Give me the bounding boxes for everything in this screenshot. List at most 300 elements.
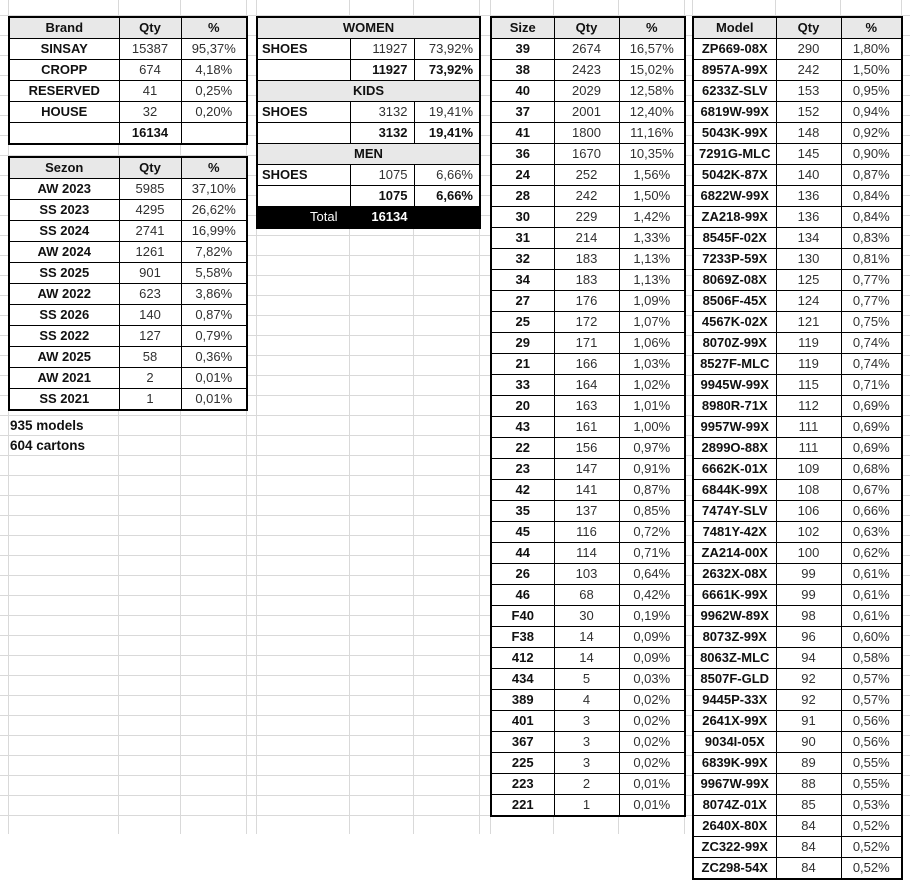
table-cell[interactable]: 242 — [554, 186, 619, 207]
column-header-cell[interactable]: % — [181, 157, 247, 179]
table-cell[interactable]: 73,92% — [414, 39, 480, 60]
table-cell[interactable]: 0,74% — [841, 354, 902, 375]
table-cell[interactable]: 0,85% — [619, 501, 685, 522]
table-cell[interactable]: SHOES — [257, 102, 350, 123]
table-cell[interactable]: 0,91% — [619, 459, 685, 480]
table-cell[interactable]: 84 — [776, 858, 841, 880]
table-cell[interactable]: 0,52% — [841, 816, 902, 837]
table-cell[interactable]: 0,56% — [841, 711, 902, 732]
table-cell[interactable]: 0,52% — [841, 837, 902, 858]
table-cell[interactable]: 0,87% — [841, 165, 902, 186]
table-cell[interactable]: 31 — [491, 228, 554, 249]
table-cell[interactable]: 145 — [776, 144, 841, 165]
table-cell[interactable]: 29 — [491, 333, 554, 354]
table-cell[interactable]: 2640X-80X — [693, 816, 776, 837]
table-cell[interactable]: 3 — [554, 711, 619, 732]
table-cell[interactable]: 623 — [119, 284, 181, 305]
table-cell[interactable]: 45 — [491, 522, 554, 543]
table-cell[interactable]: 229 — [554, 207, 619, 228]
table-cell[interactable]: 140 — [776, 165, 841, 186]
column-header-cell[interactable]: Qty — [776, 17, 841, 39]
table-cell[interactable]: 1,56% — [619, 165, 685, 186]
table-cell[interactable]: 9967W-99X — [693, 774, 776, 795]
table-cell[interactable]: 8063Z-MLC — [693, 648, 776, 669]
table-cell[interactable]: 73,92% — [414, 60, 480, 81]
table-cell[interactable]: 0,61% — [841, 606, 902, 627]
table-cell[interactable]: 166 — [554, 354, 619, 375]
table-cell[interactable]: ZC298-54X — [693, 858, 776, 880]
table-cell[interactable]: 1,13% — [619, 249, 685, 270]
table-cell[interactable]: 16,57% — [619, 39, 685, 60]
table-cell[interactable]: 225 — [491, 753, 554, 774]
table-cell[interactable]: 41 — [119, 81, 181, 102]
table-cell[interactable]: 2001 — [554, 102, 619, 123]
table-cell[interactable]: 0,42% — [619, 585, 685, 606]
table-cell[interactable]: 14 — [554, 627, 619, 648]
table-cell[interactable]: ZA218-99X — [693, 207, 776, 228]
table-cell[interactable]: 0,90% — [841, 144, 902, 165]
table-cell[interactable]: 0,95% — [841, 81, 902, 102]
table-cell[interactable]: 1075 — [350, 186, 414, 207]
table-cell[interactable]: 1261 — [119, 242, 181, 263]
table-cell[interactable]: 1 — [119, 389, 181, 411]
table-cell[interactable]: 19,41% — [414, 123, 480, 144]
table-cell[interactable]: 0,01% — [619, 795, 685, 817]
table-cell[interactable]: 8074Z-01X — [693, 795, 776, 816]
table-cell[interactable]: 141 — [554, 480, 619, 501]
table-cell[interactable]: AW 2022 — [9, 284, 119, 305]
table-cell[interactable]: 37,10% — [181, 179, 247, 200]
table-cell[interactable]: 1670 — [554, 144, 619, 165]
table-cell[interactable]: 21 — [491, 354, 554, 375]
table-cell[interactable]: 20 — [491, 396, 554, 417]
column-header-cell[interactable]: Brand — [9, 17, 119, 39]
cartons-count-note[interactable]: 604 cartons — [10, 438, 86, 453]
table-cell[interactable]: 0,69% — [841, 438, 902, 459]
table-cell[interactable]: 92 — [776, 669, 841, 690]
table-cell[interactable]: 3 — [554, 732, 619, 753]
table-cell[interactable]: 11,16% — [619, 123, 685, 144]
table-cell[interactable]: 127 — [119, 326, 181, 347]
table-cell[interactable]: Total — [257, 207, 350, 229]
table-cell[interactable]: 164 — [554, 375, 619, 396]
table-cell[interactable]: 0,61% — [841, 564, 902, 585]
table-cell[interactable]: 26,62% — [181, 200, 247, 221]
table-cell[interactable]: 7233P-59X — [693, 249, 776, 270]
table-cell[interactable]: 32 — [491, 249, 554, 270]
table-cell[interactable]: 0,75% — [841, 312, 902, 333]
table-cell[interactable] — [9, 123, 119, 145]
table-cell[interactable]: 9945W-99X — [693, 375, 776, 396]
table-cell[interactable]: 30 — [554, 606, 619, 627]
table-cell[interactable]: 35 — [491, 501, 554, 522]
table-cell[interactable]: 134 — [776, 228, 841, 249]
table-cell[interactable]: 2029 — [554, 81, 619, 102]
table-cell[interactable]: 11927 — [350, 60, 414, 81]
table-cell[interactable]: 1,07% — [619, 312, 685, 333]
table-cell[interactable]: 130 — [776, 249, 841, 270]
table-cell[interactable]: 41 — [491, 123, 554, 144]
table-cell[interactable]: 0,03% — [619, 669, 685, 690]
table-cell[interactable]: 102 — [776, 522, 841, 543]
table-cell[interactable]: 5 — [554, 669, 619, 690]
table-cell[interactable]: 0,66% — [841, 501, 902, 522]
table-cell[interactable]: 2741 — [119, 221, 181, 242]
table-cell[interactable]: 85 — [776, 795, 841, 816]
table-cell[interactable]: 95,37% — [181, 39, 247, 60]
table-cell[interactable]: 28 — [491, 186, 554, 207]
table-cell[interactable]: 25 — [491, 312, 554, 333]
table-cell[interactable]: 121 — [776, 312, 841, 333]
table-cell[interactable]: 14 — [554, 648, 619, 669]
table-cell[interactable]: 96 — [776, 627, 841, 648]
table-cell[interactable]: 1,02% — [619, 375, 685, 396]
table-cell[interactable]: 0,94% — [841, 102, 902, 123]
table-cell[interactable]: 1,42% — [619, 207, 685, 228]
table-cell[interactable]: 8507F-GLD — [693, 669, 776, 690]
table-cell[interactable]: 32 — [119, 102, 181, 123]
table-cell[interactable]: SS 2023 — [9, 200, 119, 221]
table-cell[interactable]: 0,64% — [619, 564, 685, 585]
table-cell[interactable]: 34 — [491, 270, 554, 291]
table-cell[interactable]: 4295 — [119, 200, 181, 221]
table-cell[interactable]: 0,79% — [181, 326, 247, 347]
table-cell[interactable]: 103 — [554, 564, 619, 585]
table-cell[interactable]: 4,18% — [181, 60, 247, 81]
table-cell[interactable]: 84 — [776, 816, 841, 837]
table-cell[interactable]: 0,72% — [619, 522, 685, 543]
table-cell[interactable]: 1,50% — [619, 186, 685, 207]
table-cell[interactable]: 37 — [491, 102, 554, 123]
table-cell[interactable]: 11927 — [350, 39, 414, 60]
table-cell[interactable]: 106 — [776, 501, 841, 522]
table-cell[interactable]: 0,60% — [841, 627, 902, 648]
table-cell[interactable]: SS 2025 — [9, 263, 119, 284]
table-cell[interactable]: 221 — [491, 795, 554, 817]
table-cell[interactable]: 39 — [491, 39, 554, 60]
table-cell[interactable]: 0,97% — [619, 438, 685, 459]
table-cell[interactable]: 367 — [491, 732, 554, 753]
table-cell[interactable]: 2423 — [554, 60, 619, 81]
table-cell[interactable]: 6662K-01X — [693, 459, 776, 480]
table-cell[interactable]: 0,83% — [841, 228, 902, 249]
table-cell[interactable]: 8073Z-99X — [693, 627, 776, 648]
table-cell[interactable]: 0,01% — [181, 368, 247, 389]
table-cell[interactable]: 183 — [554, 249, 619, 270]
table-cell[interactable]: 7481Y-42X — [693, 522, 776, 543]
table-cell[interactable]: 0,02% — [619, 753, 685, 774]
table-cell[interactable]: 3132 — [350, 102, 414, 123]
table-cell[interactable]: 9957W-99X — [693, 417, 776, 438]
table-cell[interactable]: 0,68% — [841, 459, 902, 480]
table-cell[interactable]: 100 — [776, 543, 841, 564]
table-cell[interactable]: 0,58% — [841, 648, 902, 669]
table-cell[interactable]: 44 — [491, 543, 554, 564]
column-header-cell[interactable]: % — [619, 17, 685, 39]
table-cell[interactable]: 124 — [776, 291, 841, 312]
table-cell[interactable]: 153 — [776, 81, 841, 102]
table-cell[interactable]: 0,57% — [841, 690, 902, 711]
table-cell[interactable]: 223 — [491, 774, 554, 795]
table-cell[interactable]: 1075 — [350, 165, 414, 186]
table-cell[interactable]: 7291G-MLC — [693, 144, 776, 165]
table-cell[interactable]: 1 — [554, 795, 619, 817]
table-cell[interactable]: 6,66% — [414, 165, 480, 186]
table-cell[interactable]: 115 — [776, 375, 841, 396]
table-cell[interactable]: 2 — [554, 774, 619, 795]
table-cell[interactable]: 119 — [776, 333, 841, 354]
table-cell[interactable]: 125 — [776, 270, 841, 291]
table-cell[interactable]: 40 — [491, 81, 554, 102]
table-cell[interactable]: 161 — [554, 417, 619, 438]
table-cell[interactable]: 114 — [554, 543, 619, 564]
table-cell[interactable]: 116 — [554, 522, 619, 543]
table-cell[interactable]: 0,77% — [841, 291, 902, 312]
table-cell[interactable]: 389 — [491, 690, 554, 711]
table-cell[interactable]: 6844K-99X — [693, 480, 776, 501]
table-cell[interactable]: 1,50% — [841, 60, 902, 81]
table-cell[interactable]: 412 — [491, 648, 554, 669]
table-cell[interactable]: 27 — [491, 291, 554, 312]
table-cell[interactable]: 0,20% — [181, 102, 247, 123]
table-cell[interactable]: 0,71% — [841, 375, 902, 396]
table-cell[interactable]: 8506F-45X — [693, 291, 776, 312]
table-cell[interactable]: 0,09% — [619, 648, 685, 669]
table-cell[interactable]: 6233Z-SLV — [693, 81, 776, 102]
table-cell[interactable]: 0,81% — [841, 249, 902, 270]
column-header-cell[interactable]: % — [841, 17, 902, 39]
table-cell[interactable]: 8545F-02X — [693, 228, 776, 249]
table-cell[interactable]: 0,87% — [619, 480, 685, 501]
table-cell[interactable]: 2 — [119, 368, 181, 389]
table-cell[interactable]: 901 — [119, 263, 181, 284]
table-cell[interactable]: 6839K-99X — [693, 753, 776, 774]
table-cell[interactable]: 111 — [776, 438, 841, 459]
table-cell[interactable]: 90 — [776, 732, 841, 753]
table-cell[interactable]: 12,40% — [619, 102, 685, 123]
table-cell[interactable]: 9034I-05X — [693, 732, 776, 753]
table-cell[interactable]: F38 — [491, 627, 554, 648]
table-cell[interactable]: 4567K-02X — [693, 312, 776, 333]
table-cell[interactable]: 0,56% — [841, 732, 902, 753]
table-cell[interactable]: 176 — [554, 291, 619, 312]
table-cell[interactable]: 88 — [776, 774, 841, 795]
table-cell[interactable]: AW 2024 — [9, 242, 119, 263]
table-cell[interactable]: 9445P-33X — [693, 690, 776, 711]
table-cell[interactable]: SHOES — [257, 39, 350, 60]
table-cell[interactable] — [414, 207, 480, 229]
table-cell[interactable]: AW 2025 — [9, 347, 119, 368]
table-cell[interactable]: 0,87% — [181, 305, 247, 326]
table-cell[interactable]: 434 — [491, 669, 554, 690]
table-cell[interactable]: SHOES — [257, 165, 350, 186]
table-cell[interactable]: 0,01% — [619, 774, 685, 795]
table-cell[interactable]: 0,55% — [841, 753, 902, 774]
table-cell[interactable]: 136 — [776, 207, 841, 228]
table-cell[interactable]: 140 — [119, 305, 181, 326]
table-cell[interactable]: 15387 — [119, 39, 181, 60]
table-cell[interactable]: 3 — [554, 753, 619, 774]
table-cell[interactable]: 0,02% — [619, 711, 685, 732]
table-cell[interactable]: 156 — [554, 438, 619, 459]
table-cell[interactable]: 1,13% — [619, 270, 685, 291]
table-cell[interactable]: 89 — [776, 753, 841, 774]
table-cell[interactable]: 8069Z-08X — [693, 270, 776, 291]
table-cell[interactable]: 111 — [776, 417, 841, 438]
table-cell[interactable]: 0,53% — [841, 795, 902, 816]
table-cell[interactable]: 136 — [776, 186, 841, 207]
models-count-note[interactable]: 935 models — [10, 418, 84, 433]
table-cell[interactable]: 674 — [119, 60, 181, 81]
table-cell[interactable]: 22 — [491, 438, 554, 459]
table-cell[interactable]: 108 — [776, 480, 841, 501]
table-cell[interactable]: 163 — [554, 396, 619, 417]
table-cell[interactable]: F40 — [491, 606, 554, 627]
table-cell[interactable]: 401 — [491, 711, 554, 732]
section-header-cell[interactable]: MEN — [257, 144, 480, 165]
table-cell[interactable]: 5,58% — [181, 263, 247, 284]
table-cell[interactable]: 171 — [554, 333, 619, 354]
table-cell[interactable]: 137 — [554, 501, 619, 522]
table-cell[interactable]: 6822W-99X — [693, 186, 776, 207]
table-cell[interactable]: 152 — [776, 102, 841, 123]
table-cell[interactable]: 2632X-08X — [693, 564, 776, 585]
table-cell[interactable]: 23 — [491, 459, 554, 480]
table-cell[interactable]: 0,92% — [841, 123, 902, 144]
table-cell[interactable]: 0,57% — [841, 669, 902, 690]
column-header-cell[interactable]: Sezon — [9, 157, 119, 179]
section-header-cell[interactable]: KIDS — [257, 81, 480, 102]
table-cell[interactable]: CROPP — [9, 60, 119, 81]
table-cell[interactable]: 0,84% — [841, 186, 902, 207]
table-cell[interactable]: 6661K-99X — [693, 585, 776, 606]
table-cell[interactable]: 0,55% — [841, 774, 902, 795]
table-cell[interactable]: 172 — [554, 312, 619, 333]
table-cell[interactable]: 242 — [776, 60, 841, 81]
table-cell[interactable]: 19,41% — [414, 102, 480, 123]
table-cell[interactable]: 112 — [776, 396, 841, 417]
table-cell[interactable]: SS 2026 — [9, 305, 119, 326]
table-cell[interactable]: 148 — [776, 123, 841, 144]
table-cell[interactable]: 0,09% — [619, 627, 685, 648]
table-cell[interactable]: SINSAY — [9, 39, 119, 60]
table-cell[interactable]: 43 — [491, 417, 554, 438]
table-cell[interactable]: 84 — [776, 837, 841, 858]
table-cell[interactable]: 0,63% — [841, 522, 902, 543]
column-header-cell[interactable]: Size — [491, 17, 554, 39]
table-cell[interactable] — [257, 123, 350, 144]
table-cell[interactable]: 8527F-MLC — [693, 354, 776, 375]
table-cell[interactable]: 12,58% — [619, 81, 685, 102]
table-cell[interactable]: 3,86% — [181, 284, 247, 305]
table-cell[interactable]: 15,02% — [619, 60, 685, 81]
table-cell[interactable]: 10,35% — [619, 144, 685, 165]
table-cell[interactable] — [257, 186, 350, 207]
table-cell[interactable]: 5043K-99X — [693, 123, 776, 144]
table-cell[interactable]: 99 — [776, 564, 841, 585]
table-cell[interactable]: 99 — [776, 585, 841, 606]
table-cell[interactable]: AW 2023 — [9, 179, 119, 200]
table-cell[interactable]: 4 — [554, 690, 619, 711]
table-cell[interactable]: 5042K-87X — [693, 165, 776, 186]
column-header-cell[interactable]: Qty — [119, 157, 181, 179]
table-cell[interactable]: 0,84% — [841, 207, 902, 228]
table-cell[interactable]: 0,02% — [619, 690, 685, 711]
table-cell[interactable]: 0,36% — [181, 347, 247, 368]
table-cell[interactable]: 92 — [776, 690, 841, 711]
table-cell[interactable]: 30 — [491, 207, 554, 228]
table-cell[interactable]: 0,69% — [841, 417, 902, 438]
table-cell[interactable]: 1,09% — [619, 291, 685, 312]
table-cell[interactable]: 0,19% — [619, 606, 685, 627]
table-cell[interactable]: 252 — [554, 165, 619, 186]
table-cell[interactable]: 8957A-99X — [693, 60, 776, 81]
table-cell[interactable]: 1800 — [554, 123, 619, 144]
table-cell[interactable]: 0,74% — [841, 333, 902, 354]
table-cell[interactable]: 46 — [491, 585, 554, 606]
table-cell[interactable]: 98 — [776, 606, 841, 627]
table-cell[interactable]: 16134 — [119, 123, 181, 145]
table-cell[interactable]: 24 — [491, 165, 554, 186]
table-cell[interactable]: 0,67% — [841, 480, 902, 501]
column-header-cell[interactable]: Qty — [554, 17, 619, 39]
table-cell[interactable]: 6,66% — [414, 186, 480, 207]
table-cell[interactable]: 0,01% — [181, 389, 247, 411]
table-cell[interactable]: 183 — [554, 270, 619, 291]
table-cell[interactable]: 109 — [776, 459, 841, 480]
table-cell[interactable]: 7,82% — [181, 242, 247, 263]
table-cell[interactable]: 0,62% — [841, 543, 902, 564]
column-header-cell[interactable]: Model — [693, 17, 776, 39]
table-cell[interactable]: 0,52% — [841, 858, 902, 880]
table-cell[interactable]: 0,69% — [841, 396, 902, 417]
table-cell[interactable]: 5985 — [119, 179, 181, 200]
table-cell[interactable]: 147 — [554, 459, 619, 480]
table-cell[interactable]: 1,00% — [619, 417, 685, 438]
table-cell[interactable]: RESERVED — [9, 81, 119, 102]
table-cell[interactable]: 36 — [491, 144, 554, 165]
table-cell[interactable]: 119 — [776, 354, 841, 375]
table-cell[interactable]: 2641X-99X — [693, 711, 776, 732]
table-cell[interactable]: 33 — [491, 375, 554, 396]
table-cell[interactable]: ZA214-00X — [693, 543, 776, 564]
table-cell[interactable]: 0,02% — [619, 732, 685, 753]
table-cell[interactable]: 91 — [776, 711, 841, 732]
column-header-cell[interactable]: % — [181, 17, 247, 39]
table-cell[interactable]: 94 — [776, 648, 841, 669]
table-cell[interactable]: ZP669-08X — [693, 39, 776, 60]
table-cell[interactable]: 2674 — [554, 39, 619, 60]
table-cell[interactable] — [257, 60, 350, 81]
table-cell[interactable]: 68 — [554, 585, 619, 606]
table-cell[interactable]: 0,25% — [181, 81, 247, 102]
table-cell[interactable]: 8980R-71X — [693, 396, 776, 417]
column-header-cell[interactable]: Qty — [119, 17, 181, 39]
table-cell[interactable]: 3132 — [350, 123, 414, 144]
table-cell[interactable]: 58 — [119, 347, 181, 368]
table-cell[interactable]: 0,71% — [619, 543, 685, 564]
table-cell[interactable]: 290 — [776, 39, 841, 60]
section-header-cell[interactable]: WOMEN — [257, 17, 480, 39]
table-cell[interactable]: 2899O-88X — [693, 438, 776, 459]
table-cell[interactable]: 38 — [491, 60, 554, 81]
table-cell[interactable]: 16,99% — [181, 221, 247, 242]
table-cell[interactable]: SS 2021 — [9, 389, 119, 411]
table-cell[interactable]: 1,06% — [619, 333, 685, 354]
table-cell[interactable] — [181, 123, 247, 145]
table-cell[interactable]: ZC322-99X — [693, 837, 776, 858]
table-cell[interactable]: SS 2024 — [9, 221, 119, 242]
